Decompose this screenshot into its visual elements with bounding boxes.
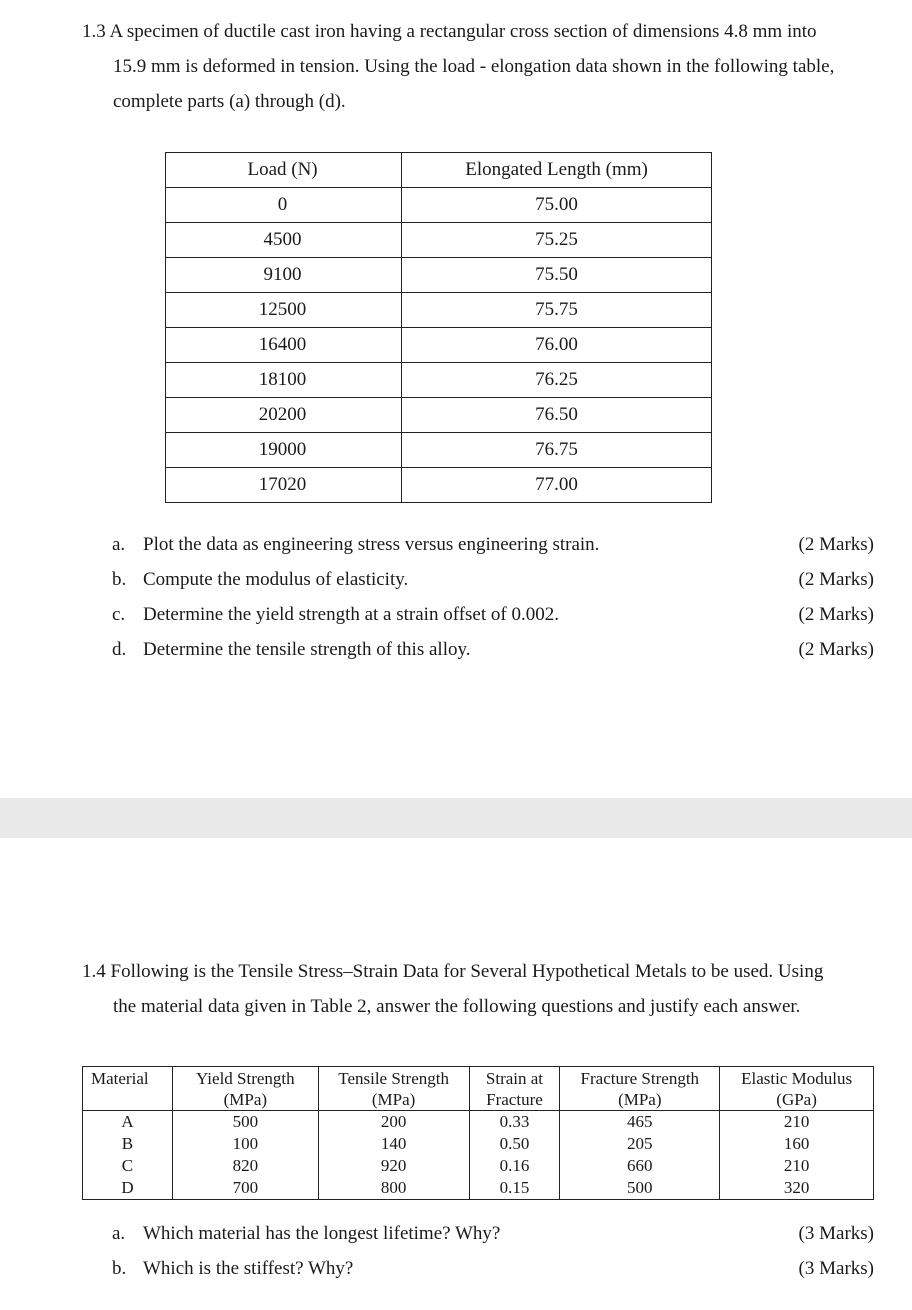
length-cell: 76.00	[402, 328, 712, 363]
part-text: Compute the modulus of elasticity.	[143, 569, 409, 590]
header-unit: (MPa)	[371, 1090, 416, 1109]
question-1-3-parts	[112, 527, 874, 667]
list-item	[112, 597, 874, 632]
part-text: Which material has the longest lifetime? Why?	[143, 1223, 501, 1244]
yield-cell: 820	[172, 1155, 318, 1177]
table-row	[166, 398, 712, 433]
load-cell: 12500	[166, 293, 402, 328]
table-header-row	[166, 153, 712, 188]
part-letter: b.	[112, 569, 127, 590]
length-cell: 77.00	[402, 468, 712, 503]
question-1-4-prompt	[82, 954, 823, 1024]
length-cell: 75.50	[402, 258, 712, 293]
part-marks: (2 Marks)	[798, 604, 874, 625]
table-row	[166, 468, 712, 503]
length-cell: 75.25	[402, 223, 712, 258]
load-cell: 17020	[166, 468, 402, 503]
header-line: Tensile Strength	[338, 1069, 449, 1088]
header-unit: Fracture	[486, 1090, 543, 1109]
part-letter: d.	[112, 639, 127, 660]
question-1-3-prompt	[82, 14, 834, 119]
length-cell: 75.00	[402, 188, 712, 223]
modulus-cell: 320	[720, 1177, 874, 1200]
part-marks: (3 Marks)	[798, 1223, 874, 1244]
table-row	[83, 1133, 874, 1155]
column-header-strain-at-fracture	[469, 1067, 560, 1111]
list-item	[112, 562, 874, 597]
material-cell: D	[83, 1177, 173, 1200]
table-row	[83, 1155, 874, 1177]
prompt-line: 15.9 mm is deformed in tension. Using the load - elongation data shown in the following table,	[113, 56, 835, 77]
column-header-yield-strength	[172, 1067, 318, 1111]
table-row	[83, 1111, 874, 1134]
prompt-line: complete parts (a) through (d).	[113, 91, 346, 112]
header-line: Material	[91, 1069, 149, 1088]
strain-cell: 0.50	[469, 1133, 560, 1155]
question-1-4-parts	[112, 1216, 874, 1286]
length-cell: 76.25	[402, 363, 712, 398]
header-line: Yield Strength	[195, 1069, 295, 1088]
prompt-line: 1.3 A specimen of ductile cast iron having a rectangular cross section of dimensions 4.8 mm into	[82, 21, 817, 42]
length-cell: 76.50	[402, 398, 712, 433]
fracture-cell: 465	[560, 1111, 720, 1134]
material-properties-table	[82, 1066, 874, 1200]
load-cell: 16400	[166, 328, 402, 363]
header-unit: (MPa)	[223, 1090, 268, 1109]
table-row	[166, 188, 712, 223]
table-row	[166, 293, 712, 328]
part-text: Determine the yield strength at a strain offset of 0.002.	[143, 604, 559, 625]
header-unit: (MPa)	[618, 1090, 662, 1109]
column-header-load: Load (N)	[166, 153, 402, 188]
header-line: Strain at	[485, 1069, 544, 1088]
part-text: Plot the data as engineering stress versus engineering strain.	[143, 534, 600, 555]
header-line: Fracture Strength	[580, 1069, 700, 1088]
table-row	[166, 223, 712, 258]
list-item	[112, 1251, 874, 1286]
tensile-cell: 140	[318, 1133, 469, 1155]
material-cell: A	[83, 1111, 173, 1134]
prompt-line: the material data given in Table 2, answer the following questions and justify each answer.	[113, 996, 801, 1017]
modulus-cell: 210	[720, 1111, 874, 1134]
yield-cell: 700	[172, 1177, 318, 1200]
prompt-line: 1.4 Following is the Tensile Stress–Strain Data for Several Hypothetical Metals to be used. Using	[82, 961, 824, 982]
part-letter: c.	[112, 604, 126, 625]
part-marks: (2 Marks)	[798, 569, 874, 590]
load-cell: 4500	[166, 223, 402, 258]
fracture-cell: 660	[560, 1155, 720, 1177]
column-header-fracture-strength	[560, 1067, 720, 1111]
column-header-elongated-length: Elongated Length (mm)	[402, 153, 712, 188]
tensile-cell: 920	[318, 1155, 469, 1177]
strain-cell: 0.16	[469, 1155, 560, 1177]
length-cell: 76.75	[402, 433, 712, 468]
modulus-cell: 160	[720, 1133, 874, 1155]
load-cell: 20200	[166, 398, 402, 433]
list-item	[112, 1216, 874, 1251]
yield-cell: 100	[172, 1133, 318, 1155]
tensile-cell: 800	[318, 1177, 469, 1200]
table-row	[83, 1177, 874, 1200]
yield-cell: 500	[172, 1111, 318, 1134]
load-cell: 18100	[166, 363, 402, 398]
header-unit: (GPa)	[776, 1090, 817, 1109]
tensile-cell: 200	[318, 1111, 469, 1134]
table-row	[166, 363, 712, 398]
part-letter: a.	[112, 1223, 126, 1244]
table-header-row	[83, 1067, 874, 1111]
fracture-cell: 500	[560, 1177, 720, 1200]
part-text: Determine the tensile strength of this alloy.	[143, 639, 471, 660]
table-row	[166, 258, 712, 293]
strain-cell: 0.33	[469, 1111, 560, 1134]
load-cell: 9100	[166, 258, 402, 293]
part-text: Which is the stiffest? Why?	[143, 1258, 354, 1279]
load-elongation-table	[165, 152, 712, 503]
part-letter: b.	[112, 1258, 127, 1279]
length-cell: 75.75	[402, 293, 712, 328]
material-cell: C	[83, 1155, 173, 1177]
strain-cell: 0.15	[469, 1177, 560, 1200]
material-cell: B	[83, 1133, 173, 1155]
load-cell: 0	[166, 188, 402, 223]
modulus-cell: 210	[720, 1155, 874, 1177]
part-marks: (2 Marks)	[798, 639, 874, 660]
part-marks: (2 Marks)	[798, 534, 874, 555]
page-separator	[0, 798, 912, 838]
column-header-tensile-strength	[318, 1067, 469, 1111]
list-item	[112, 527, 874, 562]
column-header-elastic-modulus	[720, 1067, 874, 1111]
load-cell: 19000	[166, 433, 402, 468]
header-line: Elastic Modulus	[741, 1069, 853, 1088]
column-header-material	[83, 1067, 173, 1111]
list-item	[112, 632, 874, 667]
table-row	[166, 433, 712, 468]
part-marks: (3 Marks)	[798, 1258, 874, 1279]
table-row	[166, 328, 712, 363]
part-letter: a.	[112, 534, 126, 555]
fracture-cell: 205	[560, 1133, 720, 1155]
